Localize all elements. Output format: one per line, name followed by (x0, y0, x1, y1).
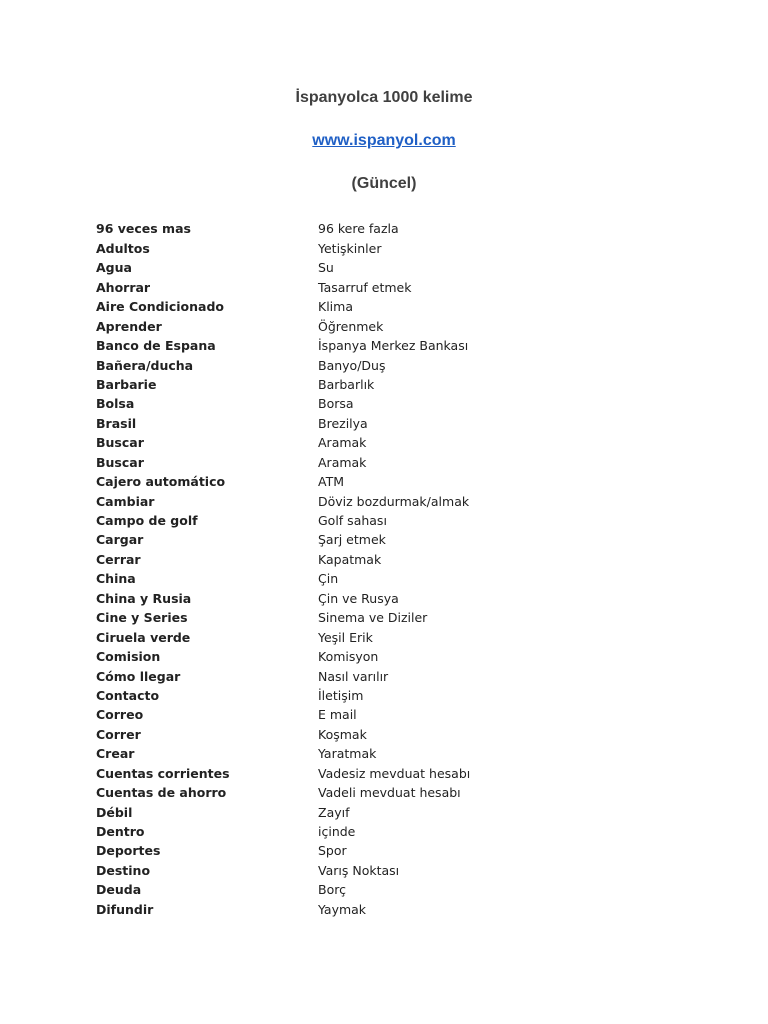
vocabulary-row (96, 570, 656, 589)
spanish-word: China y Rusia (96, 590, 192, 606)
turkish-translation: İspanya Merkez Bankası (318, 338, 469, 354)
spanish-word: Bañera/ducha (96, 357, 194, 373)
turkish-translation: Su (318, 260, 334, 276)
turkish-translation: Şarj etmek (318, 532, 386, 548)
vocabulary-row (96, 881, 656, 900)
spanish-word: Cómo llegar (96, 668, 181, 684)
spanish-word: Cine y Series (96, 610, 188, 626)
vocabulary-row (96, 259, 656, 278)
spanish-word: Adultos (96, 240, 150, 256)
vocabulary-row (96, 531, 656, 550)
turkish-translation: Aramak (318, 454, 367, 470)
vocabulary-row (96, 376, 656, 395)
spanish-word: Deportes (96, 843, 161, 859)
spanish-word: Correo (96, 707, 144, 723)
turkish-translation: Çin (318, 571, 339, 587)
spanish-word: Campo de golf (96, 513, 198, 529)
spanish-word: Cargar (96, 532, 144, 548)
vocabulary-row (96, 823, 656, 842)
vocabulary-row (96, 842, 656, 861)
turkish-translation: İletişim (318, 687, 364, 703)
document-subtitle: (Güncel) (351, 175, 417, 192)
turkish-translation: Yeşil Erik (318, 629, 373, 645)
turkish-translation: Klima (318, 299, 353, 315)
spanish-word: 96 veces mas (96, 221, 191, 237)
vocabulary-row (96, 434, 656, 453)
vocabulary-row (96, 317, 656, 336)
vocabulary-row (96, 278, 656, 297)
vocabulary-row (96, 550, 656, 569)
turkish-translation: Koşmak (318, 726, 367, 742)
spanish-word: Ahorrar (96, 279, 151, 295)
turkish-translation: Borç (318, 882, 346, 898)
vocabulary-list (96, 220, 656, 920)
vocabulary-row (96, 764, 656, 783)
turkish-translation: Vadeli mevduat hesabı (318, 785, 461, 801)
spanish-word: Cuentas corrientes (96, 765, 230, 781)
turkish-translation: Varış Noktası (318, 862, 400, 878)
spanish-word: Aire Condicionado (96, 299, 224, 315)
spanish-word: Contacto (96, 687, 160, 703)
spanish-word: Cuentas de ahorro (96, 785, 227, 801)
turkish-translation: Sinema ve Diziler (318, 610, 428, 626)
spanish-word: Aprender (96, 318, 162, 334)
vocabulary-row (96, 648, 656, 667)
spanish-word: Barbarie (96, 376, 157, 392)
turkish-translation: 96 kere fazla (318, 221, 399, 237)
spanish-word: Correr (96, 726, 141, 742)
spanish-word: Deuda (96, 882, 142, 898)
turkish-translation: Yetişkinler (318, 240, 382, 256)
turkish-translation: Tasarruf etmek (318, 279, 412, 295)
turkish-translation: Golf sahası (318, 513, 387, 529)
turkish-translation: Döviz bozdurmak/almak (318, 493, 470, 509)
turkish-translation: Çin ve Rusya (318, 590, 399, 606)
spanish-word: Débil (96, 804, 133, 820)
vocabulary-row (96, 706, 656, 725)
spanish-word: Cerrar (96, 551, 141, 567)
vocabulary-row (96, 512, 656, 531)
turkish-translation: E mail (318, 707, 357, 723)
spanish-word: Destino (96, 862, 151, 878)
vocabulary-row (96, 356, 656, 375)
spanish-word: Dentro (96, 824, 145, 840)
spanish-word: Bolsa (96, 396, 135, 412)
turkish-translation: Komisyon (318, 649, 379, 665)
spanish-word: Ciruela verde (96, 629, 191, 645)
turkish-translation: Yaymak (318, 901, 367, 917)
vocabulary-row (96, 667, 656, 686)
vocabulary-row (96, 609, 656, 628)
turkish-translation: Banyo/Duş (318, 357, 386, 373)
vocabulary-row (96, 298, 656, 317)
vocabulary-row (96, 745, 656, 764)
vocabulary-row (96, 803, 656, 822)
turkish-translation: Nasıl varılır (318, 668, 389, 684)
turkish-translation: Borsa (318, 396, 354, 412)
vocabulary-row (96, 900, 656, 919)
turkish-translation: Kapatmak (318, 551, 382, 567)
turkish-translation: Öğrenmek (318, 318, 384, 334)
spanish-word: Crear (96, 746, 135, 762)
vocabulary-row (96, 589, 656, 608)
turkish-translation: Aramak (318, 435, 367, 451)
spanish-word: Buscar (96, 435, 144, 451)
spanish-word: Cambiar (96, 493, 155, 509)
turkish-translation: Yaratmak (318, 746, 377, 762)
vocabulary-row (96, 492, 656, 511)
vocabulary-row (96, 239, 656, 258)
document-title: İspanyolca 1000 kelime (295, 89, 473, 106)
turkish-translation: Spor (318, 843, 347, 859)
spanish-word: Comision (96, 649, 161, 665)
spanish-word: Buscar (96, 454, 144, 470)
vocabulary-row (96, 414, 656, 433)
vocabulary-row (96, 628, 656, 647)
vocabulary-row (96, 861, 656, 880)
spanish-word: Agua (96, 260, 132, 276)
turkish-translation: Zayıf (318, 804, 350, 820)
vocabulary-row (96, 395, 656, 414)
spanish-word: Difundir (96, 901, 154, 917)
turkish-translation: Brezilya (318, 415, 368, 431)
spanish-word: Brasil (96, 415, 137, 431)
turkish-translation: içinde (318, 824, 356, 840)
turkish-translation: ATM (318, 474, 345, 490)
vocabulary-row (96, 784, 656, 803)
vocabulary-row (96, 220, 656, 239)
vocabulary-row (96, 453, 656, 472)
turkish-translation: Vadesiz mevduat hesabı (318, 765, 471, 781)
spanish-word: Cajero automático (96, 474, 226, 490)
vocabulary-row (96, 725, 656, 744)
vocabulary-row (96, 473, 656, 492)
vocabulary-row (96, 687, 656, 706)
vocabulary-row (96, 337, 656, 356)
turkish-translation: Barbarlık (318, 376, 375, 392)
website-link[interactable]: www.ispanyol.com (312, 132, 456, 149)
spanish-word: Banco de Espana (96, 338, 216, 354)
spanish-word: China (96, 571, 136, 587)
